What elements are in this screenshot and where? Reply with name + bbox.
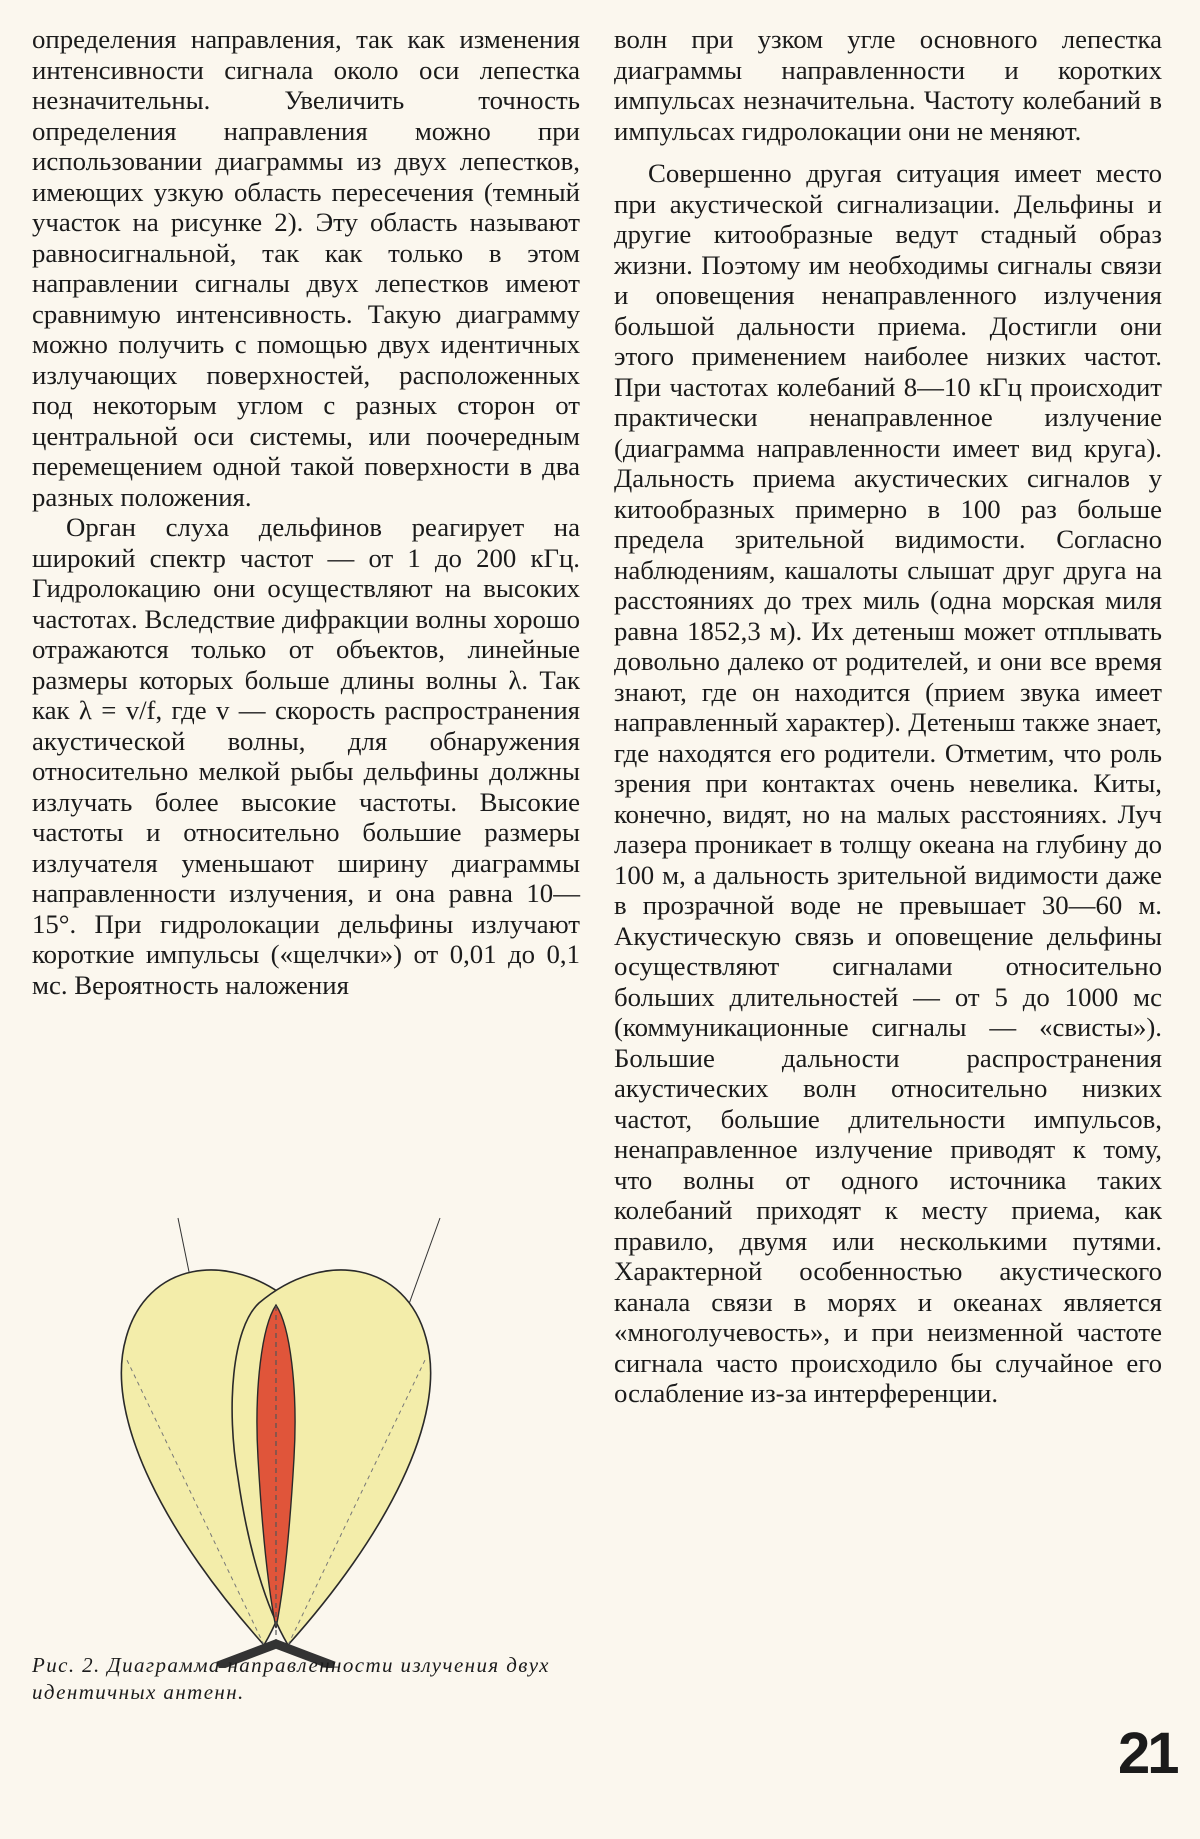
left-paragraph-1: определения направления, так как изменения интенсивности сигнала около оси лепестка незначительны. Увеличить точность определения направления можно при использовании диаграммы из двух лепестков, имеющих узкую область пересечения (темный участок на рисунке 2). Эту область называют равносигнальной, так как только в этом направлении сигналы двух лепестков имеют сравнимую интенсивность. Такую диаграмму можно получить с помощью двух идентичных излучающих поверхностей, расположенных под некоторым углом с разных сторон от центральной оси системы, или поочередным перемещением одной такой поверхности в два разных положения. xyxy=(32,24,580,512)
radiation-pattern-figure xyxy=(118,1208,568,1668)
right-paragraph-2: Совершенно другая ситуация имеет место при акустической сигнализации. Дельфины и другие китообразные ведут стадный образ жизни. Поэтому им необходимы сигналы связи и оповещения ненаправленного излучения большой дальности приема. Достигли они этого применением наиболее низких частот. При частотах колебаний 8—10 кГц происходит практически ненаправленное излучение (диаграмма направленности имеет вид круга). Дальность приема акустических сигналов у китообразных примерно в 100 раз больше предела зрительной видимости. Согласно наблюдениям, кашалоты слышат друг друга на расстояниях до трех миль (одна морская миля равна 1852,3 м). Их детеныш может отплывать довольно далеко от родителей, и они все время знают, где он находится (прием звука имеет направленный характер). Детеныш также знает, где находятся его родители. Отметим, что роль зрения при контактах очень невелика. Киты, конечно, видят, но на малых расстояниях. Луч лазера проникает в толщу океана на глубину до 100 м, а дальность зрительной видимости даже в прозрачной воде не превышает 30—60 м. Акустическую связь и оповещение дельфины осуществляют сигналами относительно больших длительностей — от 5 до 1000 мс (коммуникационные сигналы — «свисты»). Большие дальности распространения акустических волн относительно низких частот, большие длительности импульсов, ненаправленное излучение приводят к тому, что волны от одного источника таких колебаний приходят к месту приема, как правило, двумя или несколькими путями. Характерной особенностью акустического канала связи в морях и океанах является «многолучевость», и при неизменной частоте сигнала часто происходило бы случайное его ослабление из-за интерференции. xyxy=(614,158,1162,1408)
figure-caption: Рис. 2. Диаграмма направленности излучения двух идентичных антенн. xyxy=(32,1653,550,1704)
right-paragraph-1: волн при узком угле основного лепестка диаграммы направленности и коротких импульсах незначительна. Частоту колебаний в импульсах гидролокации они не меняют. xyxy=(614,24,1162,146)
left-text-column xyxy=(32,24,580,1000)
left-paragraph-2: Орган слуха дельфинов реагирует на широкий спектр частот — от 1 до 200 кГц. Гидролокацию они осуществляют на высоких частотах. Вследствие дифракции волны хорошо отражаются только от объектов, линейные размеры которых больше длины волны λ. Так как λ = v/f, где v — скорость распространения акустической волны, для обнаружения относительно мелкой рыбы дельфины должны излучать более высокие частоты. Высокие частоты и относительно большие размеры излучателя уменьшают ширину диаграммы направленности излучения, и она равна 10—15°. При гидролокации дельфины излучают короткие импульсы («щелчки») от 0,01 до 0,1 мс. Вероятность наложения xyxy=(32,512,580,1000)
page-number: 21 xyxy=(1118,1721,1177,1786)
right-text-column xyxy=(614,24,1162,1409)
radiation-pattern-diagram xyxy=(118,1208,568,1668)
